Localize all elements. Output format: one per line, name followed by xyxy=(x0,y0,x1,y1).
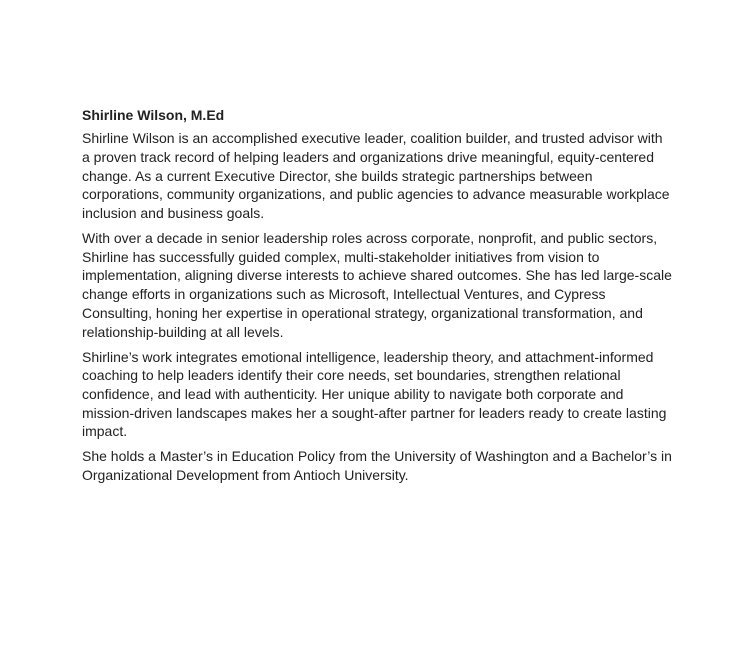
bio-heading: Shirline Wilson, M.Ed xyxy=(82,107,225,123)
bio-paragraph-approach: Shirline’s work integrates emotional intelligence, leadership theory, and attachment-informed coaching to help leaders identify their core needs, set boundaries, strengthen relational confidence, and lead with authenticity. Her unique ability to navigate both corporate and mission-driven landscapes makes her a sought-after partner for leaders ready to create lasting impact. xyxy=(82,348,667,440)
bio-section xyxy=(82,106,674,485)
bio-paragraph-education: She holds a Master’s in Education Policy from the University of Washington and a Bachelor’s in Organizational Development from Antioch University. xyxy=(82,448,672,484)
bio-paragraph-intro: Shirline Wilson is an accomplished executive leader, coalition builder, and trusted advisor with a proven track record of helping leaders and organizations drive meaningful, equity-centered change. As a current Executive Director, she builds strategic partnerships between corporations, community organizations, and public agencies to advance measurable workplace inclusion and business goals. xyxy=(82,130,670,222)
bio-paragraph-experience: With over a decade in senior leadership roles across corporate, nonprofit, and public sectors, Shirline has successfully guided complex, multi-stakeholder initiatives from vision to implementation, aligning diverse interests to achieve shared outcomes. She has led large-scale change efforts in organizations such as Microsoft, Intellectual Ventures, and Cypress Consulting, honing her expertise in operational strategy, organizational transformation, and relationship-building at all levels. xyxy=(82,230,672,340)
